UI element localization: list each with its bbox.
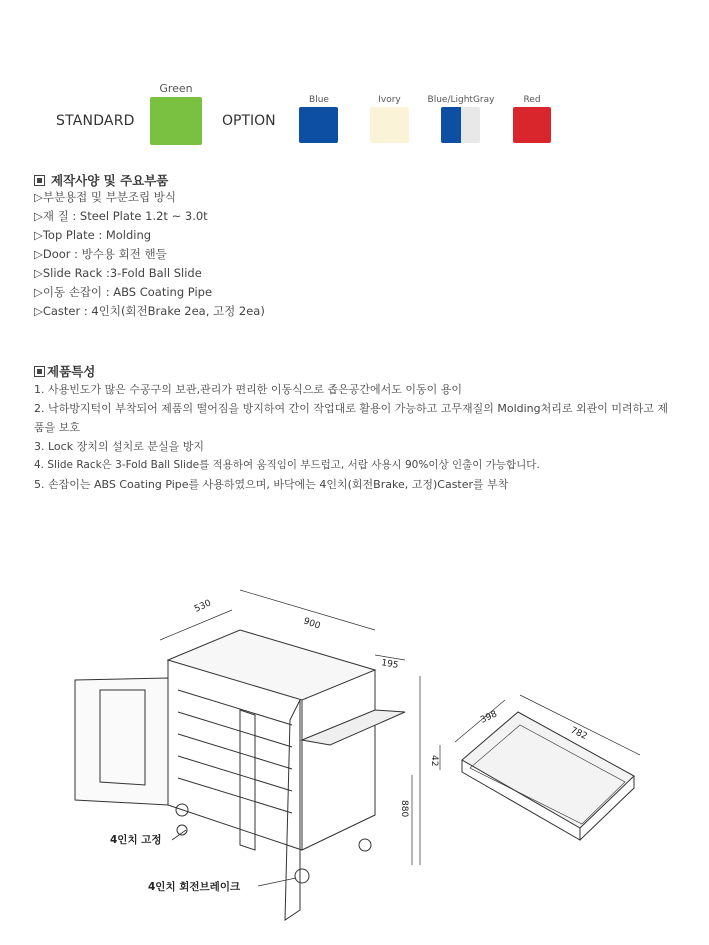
callout-fixed-caster: 4인치 고정 <box>110 834 162 846</box>
right-door <box>285 700 300 920</box>
lock-bar <box>240 710 255 850</box>
cabinet-drawing <box>0 560 709 940</box>
red-color-name: Red <box>523 95 541 105</box>
blue-half <box>441 107 461 143</box>
square-bullet-icon <box>34 366 45 377</box>
ivory-color-name: Ivory <box>378 95 401 105</box>
spec-item: ▷재 질 : Steel Plate 1.2t ~ 3.0t <box>34 209 208 223</box>
feature-item: 1. 사용빈도가 많은 수공구의 보관,관리가 편리한 이동식으로 좁은공간에서도 이동이 용이 <box>34 383 462 396</box>
spec-item: ▷Caster : 4인치(회전Brake 2ea, 고정 2ea) <box>34 304 265 318</box>
blue-lightgray-color-name: Blue/LightGray <box>427 95 495 105</box>
spec-item: ▷Top Plate : Molding <box>34 228 152 242</box>
tray-top <box>462 712 634 828</box>
caster <box>295 869 309 883</box>
blue-color-name: Blue <box>309 95 329 105</box>
features-title: 제품특성 <box>47 364 96 379</box>
standard-label: STANDARD <box>56 113 135 129</box>
dim-height: 880 <box>399 800 409 818</box>
blue-lightgray-swatch <box>441 107 480 143</box>
cabinet-top <box>168 630 375 700</box>
feature-item: 4. Slide Rack은 3-Fold Ball Slide를 적용하여 움직임이 부드럽고, 서랍 사용시 90%이상 인출이 가능합니다. <box>34 459 540 471</box>
feature-item: 3. Lock 장치의 설치로 분실을 방지 <box>34 440 204 453</box>
dim-shelf: 195 <box>380 658 400 671</box>
dim-width: 900 <box>301 616 322 632</box>
spec-item: ▷부분용접 및 부분조립 방식 <box>34 190 177 204</box>
blue-swatch <box>299 107 338 143</box>
feature-item: 5. 손잡이는 ABS Coating Pipe를 사용하였으며, 바닥에는 4인치(회전Brake, 고정)Caster를 부착 <box>34 478 509 491</box>
square-bullet-icon <box>34 175 45 186</box>
option-label: OPTION <box>222 113 276 129</box>
features-heading <box>34 362 95 380</box>
specs-heading <box>34 171 168 189</box>
dim-depth: 530 <box>193 598 213 615</box>
lightgray-half <box>461 107 481 143</box>
green-swatch <box>150 97 202 145</box>
dim-tray-width: 782 <box>568 725 589 742</box>
callout-brake-caster: 4인치 회전브레이크 <box>148 881 241 893</box>
specs-title: 제작사양 및 주요부품 <box>51 173 169 188</box>
specs-list <box>34 188 265 321</box>
spec-item: ▷Slide Rack :3-Fold Ball Slide <box>34 266 202 280</box>
red-swatch <box>513 107 551 143</box>
spec-item: ▷이동 손잡이 : ABS Coating Pipe <box>34 285 213 299</box>
features-list <box>34 380 674 494</box>
feature-item: 2. 낙하방지턱이 부착되어 제품의 떨어짐을 방지하여 간이 작업대로 활용이 가능하고 고무재질의 Molding처리로 외관이 미려하고 제품을 보호 <box>34 402 669 434</box>
caster <box>359 839 371 851</box>
dim-tray-height: 42 <box>429 755 439 767</box>
open-door <box>75 678 168 805</box>
standard-color-name: Green <box>159 82 193 95</box>
callout-leader <box>258 878 296 886</box>
drawer-lines <box>178 690 292 813</box>
side-shelf <box>302 710 405 745</box>
spec-item: ▷Door : 방수용 회전 핸들 <box>34 247 167 261</box>
cabinet-side <box>302 670 375 850</box>
ivory-swatch <box>370 107 409 143</box>
dim-tray-depth: 398 <box>479 709 499 726</box>
